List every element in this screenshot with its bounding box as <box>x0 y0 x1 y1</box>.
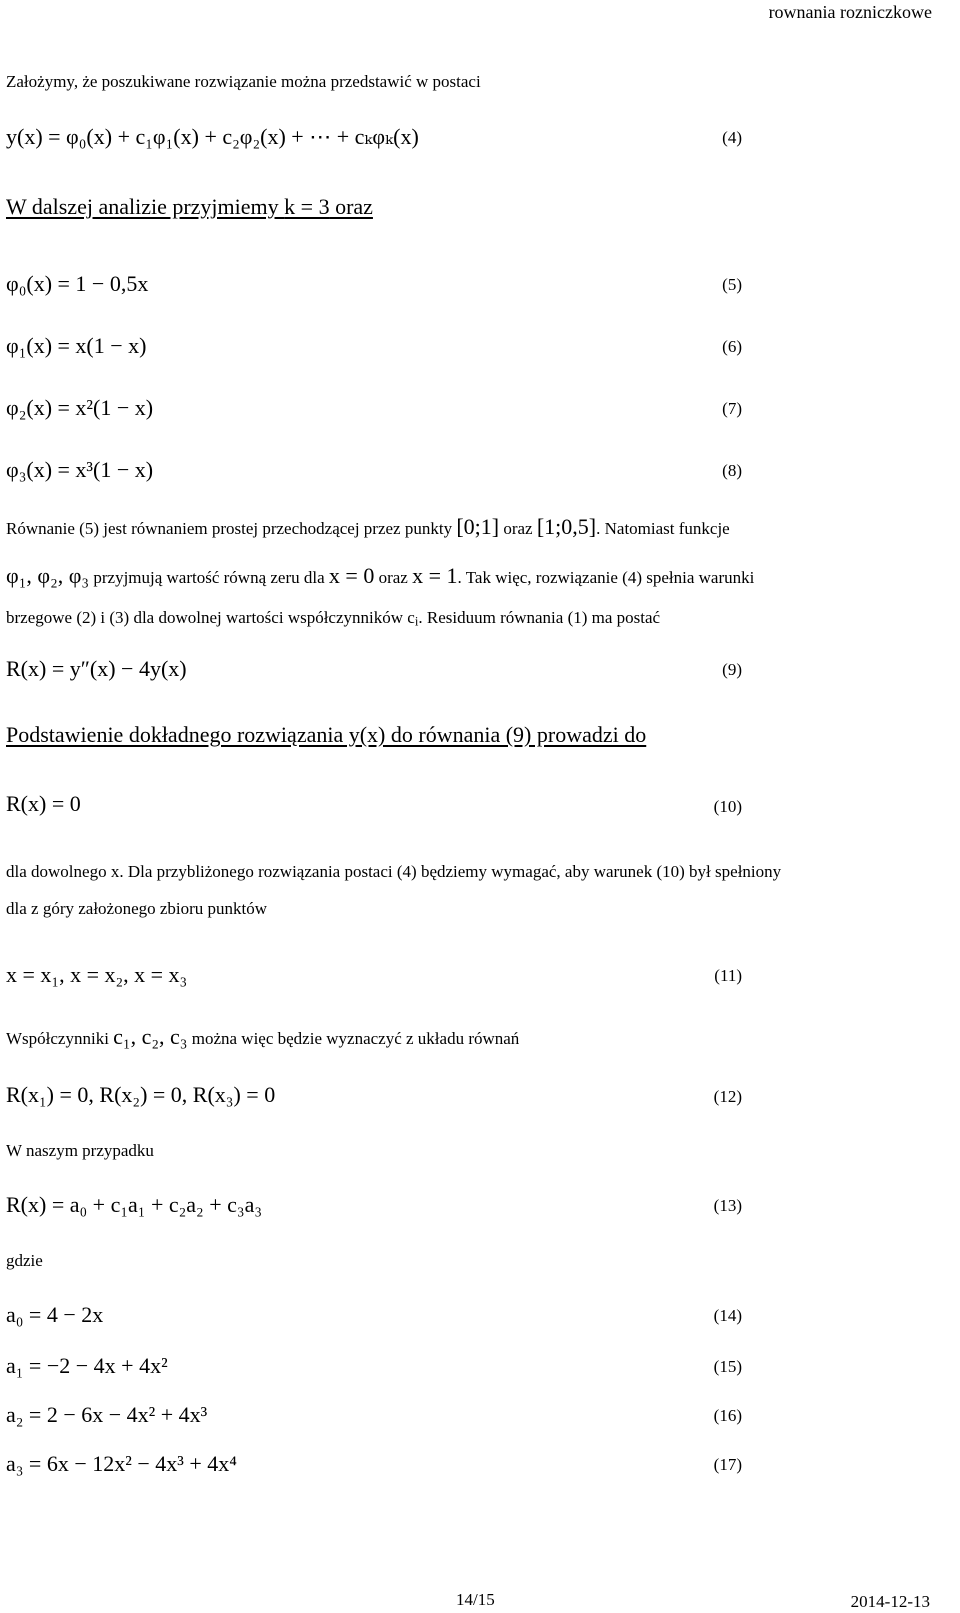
paragraph-line <box>6 514 730 540</box>
paragraph-where: gdzie <box>6 1251 43 1270</box>
paragraph-substitution: Podstawienie dokładnego rozwiązania y(x) do równania (9) prowadzi do <box>6 722 647 747</box>
equation-13: R(x) = a₀ + c₁a₁ + c₂a₂ + c₃a₃ <box>6 1192 262 1217</box>
equation-13-number: (13) <box>713 1196 742 1215</box>
equation-6: φ₁(x) = x(1 − x) <box>6 333 147 358</box>
coef-list: c₁, c₂, c₃ <box>113 1024 188 1049</box>
equation-15-number: (15) <box>713 1357 742 1376</box>
equation-17: a₃ = 6x − 12x² − 4x³ + 4x⁴ <box>6 1451 237 1476</box>
line-point-2: [1;0,5] <box>536 514 597 539</box>
equation-17-number: (17) <box>713 1455 742 1474</box>
equation-14-number: (14) <box>713 1306 742 1325</box>
equation-4: y(x) = φ₀(x) + c₁φ₁(x) + c₂φ₂(x) + ⋯ + cₖφₖ(x) <box>6 124 419 149</box>
paragraph-k-choice <box>6 194 373 220</box>
equation-4-number: (4) <box>722 128 742 147</box>
phi-text-3: . Tak więc, rozwiązanie (4) spełnia warunki <box>457 568 755 587</box>
k-choice-text-1: W dalszej analizie przyjmiemy <box>6 194 285 219</box>
paragraph-boundary <box>6 608 660 630</box>
equation-7-number: (7) <box>722 399 742 418</box>
coef-text-1: Współczynniki <box>6 1029 114 1048</box>
footer-date: 2014-12-13 <box>850 1592 930 1611</box>
paragraph-intro: Założymy, że poszukiwane rozwiązanie można przedstawić w postaci <box>6 72 481 91</box>
running-header: rownania rozniczkowe <box>768 2 932 22</box>
k-choice-math: k = 3 <box>284 194 330 219</box>
k-choice-text-2: oraz <box>329 194 373 219</box>
equation-15: a₁ = −2 − 4x + 4x² <box>6 1353 168 1378</box>
page-number: 14/15 <box>456 1590 495 1609</box>
equation-10: R(x) = 0 <box>6 791 81 816</box>
phi-list: φ₁, φ₂, φ₃ <box>6 563 90 588</box>
paragraph-case: W naszym przypadku <box>6 1141 154 1160</box>
equation-6-number: (6) <box>722 337 742 356</box>
paragraph-any-2: dla z góry założonego zbioru punktów <box>6 899 268 918</box>
equation-5-number: (5) <box>722 275 742 294</box>
equation-16: a₂ = 2 − 6x − 4x² + 4x³ <box>6 1402 208 1427</box>
line-point-1: [0;1] <box>456 514 500 539</box>
equation-11-number: (11) <box>714 966 742 985</box>
paragraph-coefficients <box>6 1024 519 1050</box>
equation-9-number: (9) <box>722 660 742 679</box>
paragraph-phi <box>6 563 754 589</box>
phi-x0: x = 0 <box>328 563 375 588</box>
line-text-2: oraz <box>499 519 537 538</box>
boundary-text-2: . Residuum równania (1) ma postać <box>418 608 661 627</box>
equation-12-number: (12) <box>713 1087 742 1106</box>
boundary-sub: i <box>414 614 419 629</box>
equation-9: R(x) = y″(x) − 4y(x) <box>6 656 187 681</box>
phi-x1: x = 1 <box>412 563 458 588</box>
equation-12: R(x₁) = 0, R(x₂) = 0, R(x₃) = 0 <box>6 1082 276 1107</box>
equation-16-number: (16) <box>713 1406 742 1425</box>
line-text-1: Równanie (5) jest równaniem prostej przechodzącej przez punkty <box>6 519 457 538</box>
equation-5: φ₀(x) = 1 − 0,5x <box>6 271 149 296</box>
paragraph-any-1: dla dowolnego x. Dla przybliżonego rozwiązania postaci (4) będziemy wymagać, aby warunek (10) był spełniony <box>6 862 782 881</box>
equation-8: φ₃(x) = x³(1 − x) <box>6 457 154 482</box>
equation-8-number: (8) <box>722 461 742 480</box>
boundary-text-1: brzegowe (2) i (3) dla dowolnej wartości współczynników c <box>6 608 415 627</box>
line-text-3: . Natomiast funkcje <box>596 519 730 538</box>
equation-7: φ₂(x) = x²(1 − x) <box>6 395 154 420</box>
phi-text-1: przyjmują wartość równą zeru dla <box>89 568 329 587</box>
coef-text-2: można więc będzie wyznaczyć z układu równań <box>187 1029 520 1048</box>
equation-14: a₀ = 4 − 2x <box>6 1302 104 1327</box>
equation-10-number: (10) <box>713 797 742 816</box>
phi-text-2: oraz <box>374 568 413 587</box>
equation-11: x = x₁, x = x₂, x = x₃ <box>6 962 188 987</box>
